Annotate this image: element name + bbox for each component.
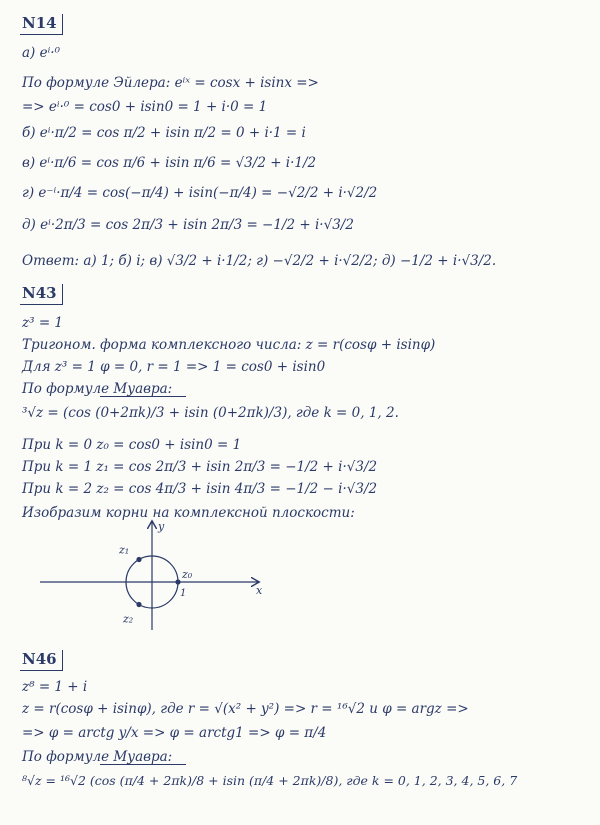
header-box: [20, 14, 63, 35]
root-label-2: z₂: [123, 612, 134, 626]
text-line: Для z³ = 1 φ = 0, r = 1 => 1 = cos0 + isin0: [22, 359, 326, 375]
underline: [100, 764, 186, 765]
text-line: По формуле Муавра:: [22, 381, 173, 397]
text-line: => eⁱ·⁰ = cos0 + isin0 = 1 + i·0 = 1: [22, 99, 268, 115]
section-header-n14: N14: [22, 14, 57, 32]
root-point-1: [136, 557, 141, 562]
text-line: г) e⁻ⁱ·π/4 = cos(−π/4) + isin(−π/4) = −√2/2 + i·√2/2: [22, 185, 378, 201]
text-line: По формуле Муавра:: [22, 749, 173, 765]
text-line: z = r(cosφ + isinφ), где r = √(x² + y²) => r = ¹⁶√2 и φ = argz =>: [22, 701, 469, 717]
text-line: При k = 0 z₀ = cos0 + isin0 = 1: [22, 437, 242, 453]
text-line: z³ = 1: [22, 315, 64, 331]
text-line: Изобразим корни на комплексной плоскости:: [22, 505, 355, 521]
y-axis-label: y: [158, 520, 165, 533]
unit-one-label: 1: [180, 588, 187, 599]
section-header-n46: N46: [22, 650, 57, 668]
x-axis-label: x: [256, 584, 263, 597]
section-header-n43: N43: [22, 284, 57, 302]
root-point-0: [175, 579, 180, 584]
root-point-2: [136, 602, 141, 607]
text-line: в) eⁱ·π/6 = cos π/6 + isin π/6 = √3/2 + i·1/2: [22, 155, 317, 171]
root-label-0: z₀: [182, 568, 193, 581]
header-box: [20, 284, 63, 305]
text-line: д) eⁱ·2π/3 = cos 2π/3 + isin 2π/3 = −1/2 + i·√3/2: [22, 217, 354, 233]
underline: [100, 396, 186, 397]
text-line: При k = 2 z₂ = cos 4π/3 + isin 4π/3 = −1/2 − i·√3/2: [22, 481, 378, 497]
text-line: ³√z = (cos (0+2πk)/3 + isin (0+2πk)/3), где k = 0, 1, 2.: [22, 405, 399, 421]
text-line: По формуле Эйлера: eⁱˣ = cosx + isinx =>: [22, 75, 319, 91]
header-box: [20, 650, 63, 671]
text-line: => φ = arctg y/x => φ = arctg1 => φ = π/4: [22, 725, 327, 741]
text-line: ⁸√z = ¹⁶√2 (cos (π/4 + 2πk)/8 + isin (π/4 + 2πk)/8), где k = 0, 1, 2, 3, 4, 5, 6, 7: [22, 773, 518, 788]
text-line: Тригоном. форма комплексного числа: z = r(cosφ + isinφ): [22, 337, 436, 353]
text-line: б) eⁱ·π/2 = cos π/2 + isin π/2 = 0 + i·1 = i: [22, 125, 306, 141]
text-line: а) eⁱ·⁰: [22, 45, 61, 61]
text-line: При k = 1 z₁ = cos 2π/3 + isin 2π/3 = −1/2 + i·√3/2: [22, 459, 378, 475]
root-label-1: z₁: [119, 543, 130, 557]
complex-plane-diagram: [0, 516, 600, 634]
text-line: z⁸ = 1 + i: [22, 679, 88, 695]
answer-line: Ответ: а) 1; б) i; в) √3/2 + i·1/2; г) −√2/2 + i·√2/2; д) −1/2 + i·√3/2.: [22, 253, 497, 269]
